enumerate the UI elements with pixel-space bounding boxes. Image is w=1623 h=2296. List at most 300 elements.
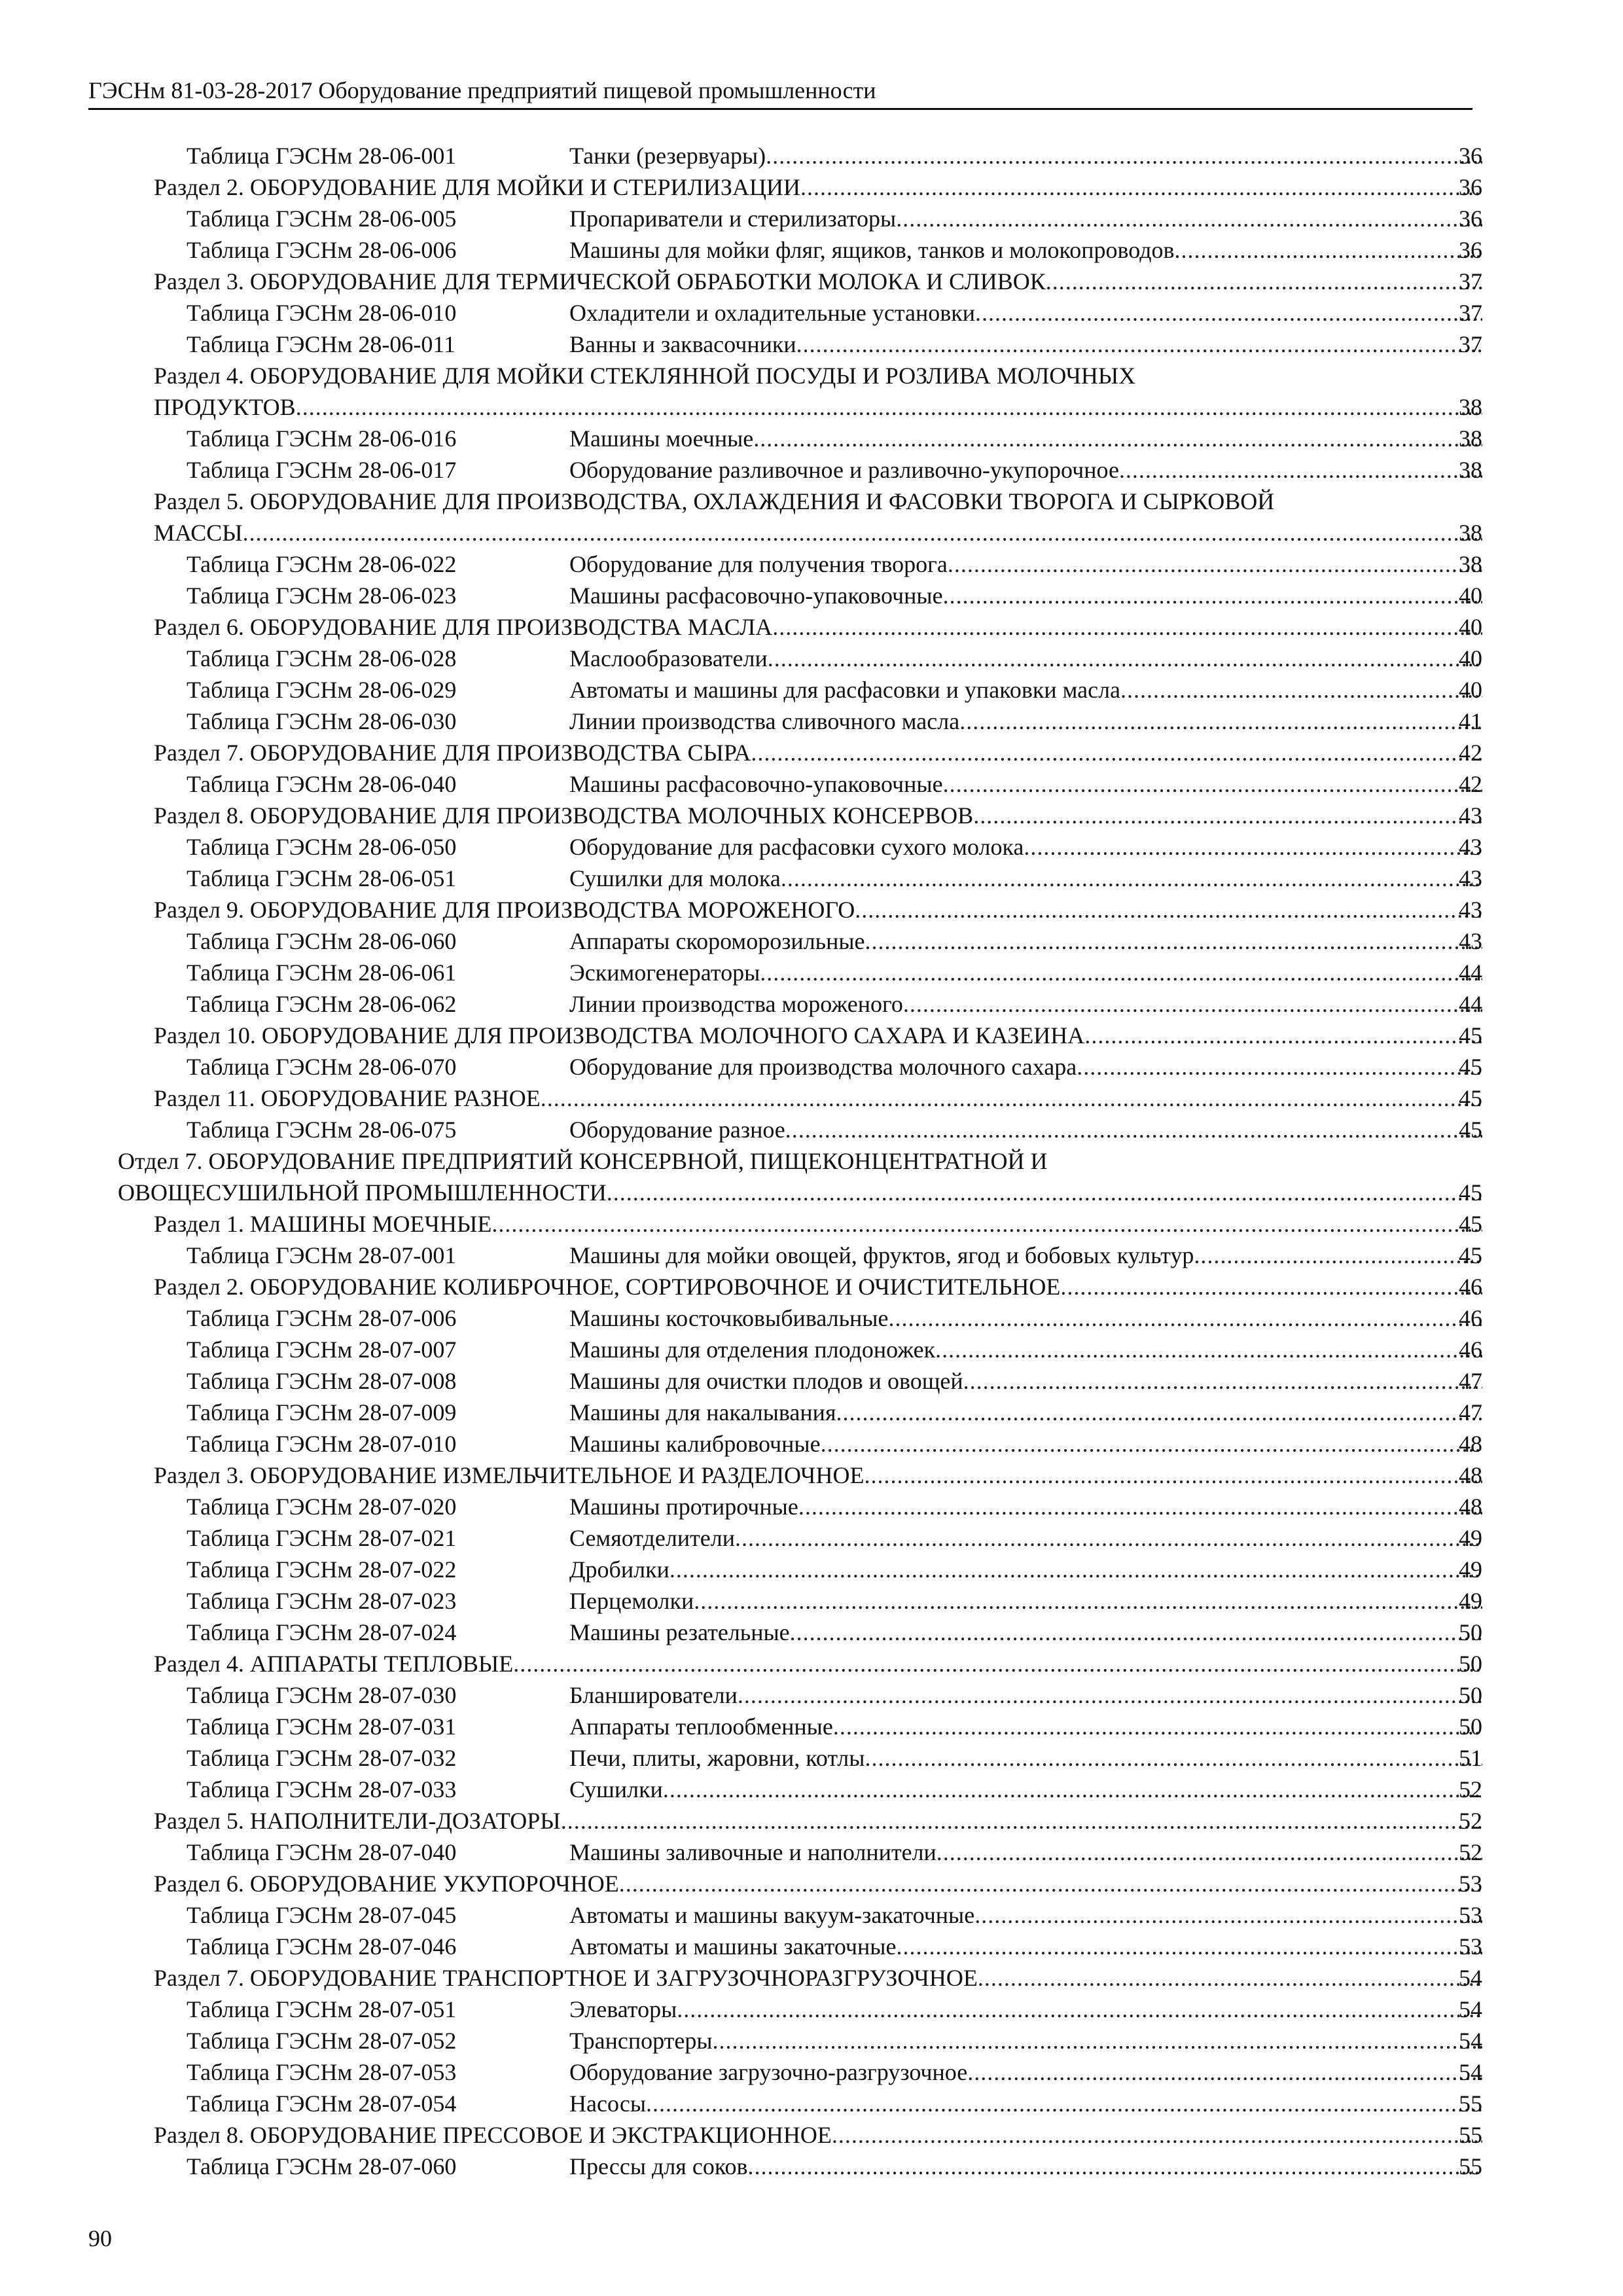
toc-page-number: 46 [1459,1274,1482,1300]
toc-entry-table[interactable] [0,863,1623,894]
toc-entry-table[interactable] [0,1994,1623,2025]
toc-title: Раздел 7. ОБОРУДОВАНИЕ ТРАНСПОРТНОЕ И ЗАГРУЗОЧНОРАЗГРУЗОЧНОЕ [154,1965,978,1991]
toc-title-wrapper [569,1397,1482,1428]
toc-page-number: 37 [1459,300,1482,326]
toc-entry-table[interactable] [0,674,1623,706]
toc-entry-table[interactable] [0,1711,1623,1742]
toc-entry-razdel[interactable] [0,1868,1623,1899]
toc-title: Раздел 8. ОБОРУДОВАНИЕ ДЛЯ ПРОИЗВОДСТВА МОЛОЧНЫХ КОНСЕРВОВ [154,802,974,829]
dot-leader [1175,234,1482,266]
toc-page-number: 45 [1459,1054,1482,1080]
toc-table-code: Таблица ГЭСНм 28-07-046 [187,1933,457,1960]
dot-leader [1060,1271,1482,1302]
toc-table-code: Таблица ГЭСНм 28-07-006 [187,1305,457,1331]
toc-entry-table[interactable] [0,1240,1623,1271]
toc-entry-table[interactable] [0,423,1623,454]
toc-table-code: Таблица ГЭСНм 28-06-001 [187,143,457,169]
toc-table-code: Таблица ГЭСНм 28-07-040 [187,1839,457,1865]
toc-table-code: Таблица ГЭСНм 28-07-032 [187,1745,457,1771]
dot-leader [738,1679,1482,1711]
dot-leader [1120,674,1482,706]
toc-page-number: 36 [1459,174,1482,200]
toc-entry-razdel[interactable] [0,1020,1623,1051]
toc-title: Маслообразователи [569,645,768,672]
toc-page-number: 52 [1459,1808,1482,1834]
toc-page-number: 40 [1459,583,1482,609]
toc-title-wrapper [569,329,1482,360]
toc-entry-razdel[interactable] [0,1083,1623,1114]
toc-title-line1: Раздел 4. ОБОРУДОВАНИЕ ДЛЯ МОЙКИ СТЕКЛЯННОЙ ПОСУДЫ И РОЗЛИВА МОЛОЧНЫХ [154,363,1136,389]
toc-title-wrapper [569,768,1482,800]
dot-leader [1084,1020,1482,1051]
toc-table-code: Таблица ГЭСНм 28-07-023 [187,1588,457,1614]
toc-title: Автоматы и машины закаточные [569,1933,897,1960]
toc-page-number: 46 [1459,1336,1482,1363]
toc-title-wrapper [154,737,1482,768]
dot-leader [1119,454,1482,486]
toc-entry-table[interactable] [0,1679,1623,1711]
toc-title-wrapper [569,957,1482,988]
toc-table-code: Таблица ГЭСНм 28-07-052 [187,2028,457,2054]
dot-leader [751,737,1482,768]
toc-title: Пропариватели и стерилизаторы [569,206,897,232]
toc-page-number: 38 [1459,551,1482,577]
toc-title-wrapper [154,517,1482,548]
toc-title-wrapper [569,863,1482,894]
toc-title-wrapper [569,1899,1482,1931]
toc-title-wrapper [569,1428,1482,1460]
toc-title-wrapper [569,2088,1482,2119]
toc-title: Бланширователи [569,1682,738,1708]
dot-leader [943,580,1482,611]
toc-page-number: 45 [1459,1022,1482,1049]
toc-table-code: Таблица ГЭСНм 28-07-031 [187,1713,457,1740]
dot-leader [735,1522,1482,1554]
toc-title: Раздел 1. МАШИНЫ МОЕЧНЫЕ [154,1211,492,1237]
dot-leader [766,140,1482,171]
toc-entry-razdel[interactable] [0,1460,1623,1491]
toc-title: Оборудование для производства молочного сахара [569,1054,1077,1080]
toc-title-wrapper [154,1020,1482,1051]
toc-entry-razdel[interactable] [0,1805,1623,1837]
toc-table-code: Таблица ГЭСНм 28-06-029 [187,677,457,703]
toc-title: Машины расфасовочно-упаковочные [569,771,943,797]
toc-page-number: 45 [1459,1117,1482,1143]
toc-entry-razdel[interactable] [0,266,1623,297]
toc-table-code: Таблица ГЭСНм 28-07-001 [187,1242,457,1268]
toc-title-wrapper [154,1868,1482,1899]
dot-leader [836,1397,1483,1428]
toc-page-number: 38 [1459,394,1482,420]
toc-title: Линии производства сливочного масла [569,708,960,734]
toc-title-wrapper [569,674,1482,706]
toc-table-code: Таблица ГЭСНм 28-06-016 [187,425,457,452]
toc-entry-razdel[interactable] [0,486,1623,548]
toc-page-number: 42 [1459,740,1482,766]
toc-entry-table[interactable] [0,1617,1623,1648]
toc-title-wrapper [569,580,1482,611]
dot-leader [669,1554,1482,1585]
toc-page-number: 43 [1459,834,1482,860]
dot-leader [1077,1051,1482,1083]
page-number: 90 [88,2225,112,2251]
toc-table-code: Таблица ГЭСНм 28-07-045 [187,1902,457,1928]
toc-title-wrapper [154,1208,1482,1240]
toc-entry-table[interactable] [0,2088,1623,2119]
toc-entry-table[interactable] [0,140,1623,171]
dot-leader [243,517,1482,548]
toc-title: Эскимогенераторы [569,960,760,986]
toc-title-wrapper [118,1177,1482,1208]
dot-leader [677,1994,1482,2025]
toc-page-number: 36 [1459,206,1482,232]
toc-page-number: 54 [1459,1965,1482,1991]
toc-title: Раздел 6. ОБОРУДОВАНИЕ УКУПОРОЧНОЕ [154,1871,619,1897]
dot-leader [790,1617,1482,1648]
dot-leader [619,1868,1482,1899]
toc-title-wrapper [154,2119,1482,2151]
toc-entry-table[interactable] [0,234,1623,266]
dot-leader [772,611,1482,643]
toc-page-number: 54 [1459,2059,1482,2085]
dot-leader [607,1177,1482,1208]
dot-leader [760,957,1482,988]
dot-leader [1046,266,1482,297]
toc-title-wrapper [569,1742,1482,1774]
toc-table-code: Таблица ГЭСНм 28-06-040 [187,771,457,797]
dot-leader [855,894,1482,925]
toc-table-code: Таблица ГЭСНм 28-06-028 [187,645,457,672]
toc-table-code: Таблица ГЭСНм 28-06-061 [187,960,457,986]
dot-leader [753,423,1482,454]
toc-title: Раздел 9. ОБОРУДОВАНИЕ ДЛЯ ПРОИЗВОДСТВА МОРОЖЕНОГО [154,897,855,923]
toc-table-code: Таблица ГЭСНм 28-06-010 [187,300,457,326]
toc-page-number: 55 [1459,2090,1482,2117]
toc-table-code: Таблица ГЭСНм 28-07-054 [187,2090,457,2117]
toc-title: Машины для отделения плодоножек [569,1336,936,1363]
toc-title: Оборудование разливочное и разливочно-укупорочное [569,457,1119,483]
toc-entry-table[interactable] [0,548,1623,580]
toc-page-number: 51 [1459,1745,1482,1771]
toc-page-number: 42 [1459,771,1482,797]
dot-leader [832,2119,1482,2151]
running-header: ГЭСНм 81-03-28-2017 Оборудование предприятий пищевой промышленности [88,77,876,103]
toc-page-number: 44 [1459,960,1482,986]
toc-entry-table[interactable] [0,988,1623,1020]
dot-leader [491,1208,1482,1240]
toc-title: Раздел 7. ОБОРУДОВАНИЕ ДЛЯ ПРОИЗВОДСТВА СЫРА [154,740,751,766]
toc-entry-razdel[interactable] [0,360,1623,423]
toc-page-number: 45 [1459,1211,1482,1237]
toc-title-wrapper [569,1931,1482,1962]
toc-title-wrapper [569,1994,1482,2025]
toc-table-code: Таблица ГЭСНм 28-07-020 [187,1494,457,1520]
toc-table-code: Таблица ГЭСНм 28-07-024 [187,1619,457,1645]
toc-table-code: Таблица ГЭСНм 28-07-021 [187,1525,457,1551]
dot-leader [1024,831,1482,863]
toc-table-code: Таблица ГЭСНм 28-07-007 [187,1336,457,1363]
toc-table-code: Таблица ГЭСНм 28-07-022 [187,1556,457,1583]
toc-title-wrapper [569,1679,1482,1711]
toc-entry-table[interactable] [0,2151,1623,2182]
toc-title: Оборудование для расфасовки сухого молока [569,834,1024,860]
toc-entry-table[interactable] [0,1397,1623,1428]
toc-title: Автоматы и машины для расфасовки и упаковки масла [569,677,1121,703]
toc-title-wrapper [154,894,1482,925]
toc-title-wrapper [569,140,1482,171]
toc-page-number: 47 [1459,1399,1482,1426]
toc-entry-table[interactable] [0,1302,1623,1334]
toc-table-code: Таблица ГЭСНм 28-06-030 [187,708,457,734]
toc-title: Машины заливочные и наполнители [569,1839,936,1865]
toc-title: Автоматы и машины вакуум-закаточные [569,1902,975,1928]
toc-title-wrapper [569,1554,1482,1585]
dot-leader [865,1742,1482,1774]
dot-leader [967,2056,1482,2088]
toc-title: Машины калибровочные [569,1431,821,1457]
toc-table-code: Таблица ГЭСНм 28-07-053 [187,2059,457,2085]
toc-entry-table[interactable] [0,957,1623,988]
toc-entry-razdel[interactable] [0,1271,1623,1302]
toc-entry-razdel[interactable] [0,800,1623,831]
toc-table-code: Таблица ГЭСНм 28-06-070 [187,1054,457,1080]
toc-page-number: 49 [1459,1525,1482,1551]
toc-entry-razdel[interactable] [0,611,1623,643]
toc-title: Машины для накалывания [569,1399,836,1426]
toc-title-wrapper [154,391,1482,423]
toc-entry-table[interactable] [0,1742,1623,1774]
toc-page-number: 53 [1459,1933,1482,1960]
toc-page-number: 40 [1459,614,1482,640]
toc-entry-table[interactable] [0,1334,1623,1365]
toc-table-code: Таблица ГЭСНм 28-06-022 [187,551,457,577]
toc-title: Оборудование загрузочно-разгрузочное [569,2059,968,2085]
dot-leader [768,643,1482,674]
toc-title-line1: Отдел 7. ОБОРУДОВАНИЕ ПРЕДПРИЯТИЙ КОНСЕРВНОЙ, ПИЩЕКОНЦЕНТРАТНОЙ И [118,1148,1048,1174]
toc-entry-table[interactable] [0,203,1623,234]
toc-title: МАССЫ [154,520,243,546]
toc-page-number: 43 [1459,928,1482,954]
dot-leader [800,171,1482,203]
toc-title-wrapper [154,611,1482,643]
toc-title: Дробилки [569,1556,669,1583]
dot-leader [713,2025,1482,2056]
toc-title: Элеваторы [569,1996,677,2022]
toc-table-code: Таблица ГЭСНм 28-07-030 [187,1682,457,1708]
toc-page-number: 49 [1459,1556,1482,1583]
toc-entry-table[interactable] [0,768,1623,800]
toc-table-code: Таблица ГЭСНм 28-06-005 [187,206,457,232]
toc-entry-razdel[interactable] [0,737,1623,768]
toc-entry-table[interactable] [0,1585,1623,1617]
toc-entry-otdel[interactable] [0,1145,1623,1208]
toc-title: Раздел 6. ОБОРУДОВАНИЕ ДЛЯ ПРОИЗВОДСТВА МАСЛА [154,614,773,640]
toc-entry-table[interactable] [0,1837,1623,1868]
toc-entry-razdel[interactable] [0,171,1623,203]
toc-entry-table[interactable] [0,1774,1623,1805]
toc-page-number: 48 [1459,1494,1482,1520]
toc-entry-table[interactable] [0,1051,1623,1083]
toc-page-number: 41 [1459,708,1482,734]
toc-page-number: 48 [1459,1462,1482,1488]
table-of-contents [0,140,1623,2182]
toc-page-number: 50 [1459,1619,1482,1645]
toc-page-number: 43 [1459,802,1482,829]
toc-title: Раздел 10. ОБОРУДОВАНИЕ ДЛЯ ПРОИЗВОДСТВА МОЛОЧНОГО САХАРА И КАЗЕИНА [154,1022,1085,1049]
toc-title: Машины моечные [569,425,754,452]
toc-entry-table[interactable] [0,1554,1623,1585]
toc-entry-table[interactable] [0,1428,1623,1460]
dot-leader [821,1428,1482,1460]
toc-title: Машины расфасовочно-упаковочные [569,583,943,609]
dot-leader [903,988,1482,1020]
toc-title: Машины для очистки плодов и овощей [569,1368,963,1394]
toc-entry-razdel[interactable] [0,1648,1623,1679]
toc-table-code: Таблица ГЭСНм 28-06-011 [187,331,455,357]
toc-title: Сушилки [569,1776,663,1803]
toc-entry-razdel[interactable] [0,2119,1623,2151]
toc-page-number: 50 [1459,1651,1482,1677]
toc-title-wrapper [569,1617,1482,1648]
toc-title: Машины резательные [569,1619,790,1645]
toc-page-number: 50 [1459,1682,1482,1708]
toc-page-number: 47 [1459,1368,1482,1394]
toc-title-wrapper [569,454,1482,486]
toc-entry-table[interactable] [0,706,1623,737]
toc-entry-razdel[interactable] [0,894,1623,925]
toc-title: Раздел 2. ОБОРУДОВАНИЕ КОЛИБРОЧНОЕ, СОРТИРОВОЧНОЕ И ОЧИСТИТЕЛЬНОЕ [154,1274,1061,1300]
toc-entry-table[interactable] [0,1899,1623,1931]
toc-title-wrapper [569,1051,1482,1083]
dot-leader [694,1585,1482,1617]
toc-title-wrapper [154,1083,1482,1114]
dot-leader [865,925,1482,957]
toc-table-code: Таблица ГЭСНм 28-07-051 [187,1996,457,2022]
toc-table-code: Таблица ГЭСНм 28-06-050 [187,834,457,860]
toc-title-wrapper [569,548,1482,580]
toc-entry-razdel[interactable] [0,1962,1623,1994]
toc-page-number: 50 [1459,1713,1482,1740]
toc-title: Танки (резервуары) [569,143,766,169]
toc-table-code: Таблица ГЭСНм 28-07-009 [187,1399,457,1426]
toc-title-wrapper [569,1774,1482,1805]
toc-title-wrapper [569,925,1482,957]
dot-leader [943,768,1482,800]
dot-leader [936,1837,1482,1868]
toc-title-wrapper [569,1491,1482,1522]
toc-table-code: Таблица ГЭСНм 28-06-023 [187,583,457,609]
toc-title: Аппараты теплообменные [569,1713,833,1740]
dot-leader [975,297,1482,329]
toc-title-wrapper [569,2056,1482,2088]
toc-page-number: 36 [1459,237,1482,263]
toc-title-wrapper [569,2025,1482,2056]
toc-entry-table[interactable] [0,1522,1623,1554]
toc-title-wrapper [569,1365,1482,1397]
toc-title-wrapper [154,266,1482,297]
toc-table-code: Таблица ГЭСНм 28-07-033 [187,1776,457,1803]
toc-title: Насосы [569,2090,647,2117]
toc-title: Раздел 4. АППАРАТЫ ТЕПЛОВЫЕ [154,1651,514,1677]
toc-entry-table[interactable] [0,297,1623,329]
toc-table-code: Таблица ГЭСНм 28-06-075 [187,1117,457,1143]
toc-table-code: Таблица ГЭСНм 28-06-062 [187,991,457,1017]
toc-entry-table[interactable] [0,329,1623,360]
toc-page-number: 40 [1459,677,1482,703]
toc-title: ОВОЩЕСУШИЛЬНОЙ ПРОМЫШЛЕННОСТИ [118,1179,607,1206]
toc-page-number: 43 [1459,897,1482,923]
toc-title: Оборудование для получения творога [569,551,948,577]
toc-title-wrapper [154,1648,1482,1679]
toc-entry-table[interactable] [0,643,1623,674]
toc-title: Прессы для соков [569,2153,748,2179]
toc-entry-table[interactable] [0,925,1623,957]
toc-entry-table[interactable] [0,1931,1623,1962]
toc-entry-table[interactable] [0,2025,1623,2056]
toc-entry-table[interactable] [0,580,1623,611]
toc-title: Раздел 3. ОБОРУДОВАНИЕ ИЗМЕЛЬЧИТЕЛЬНОЕ И РАЗДЕЛОЧНОЕ [154,1462,865,1488]
toc-entry-table[interactable] [0,1365,1623,1397]
dot-leader [748,2151,1483,2182]
toc-table-code: Таблица ГЭСНм 28-07-010 [187,1431,457,1457]
toc-title: Раздел 2. ОБОРУДОВАНИЕ ДЛЯ МОЙКИ И СТЕРИЛИЗАЦИИ [154,174,800,200]
toc-page-number: 37 [1459,331,1482,357]
toc-title-wrapper [569,297,1482,329]
toc-page-number: 46 [1459,1305,1482,1331]
toc-title: Машины косточковыбивальные [569,1305,889,1331]
toc-title-wrapper [569,203,1482,234]
toc-table-code: Таблица ГЭСНм 28-06-060 [187,928,457,954]
dot-leader [978,1962,1482,1994]
toc-title: Ванны и заквасочники [569,331,796,357]
toc-title: Линии производства мороженого [569,991,903,1017]
toc-entry-table[interactable] [0,831,1623,863]
toc-title: Сушилки для молока [569,865,781,891]
toc-entry-table[interactable] [0,454,1623,486]
dot-leader [959,706,1482,737]
toc-page-number: 54 [1459,2028,1482,2054]
dot-leader [973,800,1482,831]
dot-leader [896,203,1482,234]
dot-leader [896,1931,1482,1962]
dot-leader [785,1114,1482,1145]
toc-page-number: 45 [1459,1085,1482,1111]
toc-page-number: 40 [1459,645,1482,672]
toc-page-number: 53 [1459,1902,1482,1928]
toc-entry-table[interactable] [0,2056,1623,2088]
toc-entry-table[interactable] [0,1491,1623,1522]
toc-page-number: 44 [1459,991,1482,1017]
toc-title-wrapper [569,1585,1482,1617]
dot-leader [1194,1240,1482,1271]
toc-title: Раздел 11. ОБОРУДОВАНИЕ РАЗНОЕ [154,1085,541,1111]
toc-title-wrapper [569,1240,1482,1271]
toc-title-wrapper [569,1302,1482,1334]
toc-page-number: 37 [1459,268,1482,295]
toc-title-wrapper [569,2151,1482,2182]
toc-entry-table[interactable] [0,1114,1623,1145]
dot-leader [513,1648,1482,1679]
toc-entry-razdel[interactable] [0,1208,1623,1240]
toc-table-code: Таблица ГЭСНм 28-07-008 [187,1368,457,1394]
header-rule [88,108,1472,110]
toc-title-wrapper [154,1460,1482,1491]
toc-title-wrapper [154,1271,1482,1302]
dot-leader [663,1774,1482,1805]
dot-leader [935,1334,1482,1365]
toc-table-code: Таблица ГЭСНм 28-06-017 [187,457,457,483]
toc-title: ПРОДУКТОВ [154,394,296,420]
